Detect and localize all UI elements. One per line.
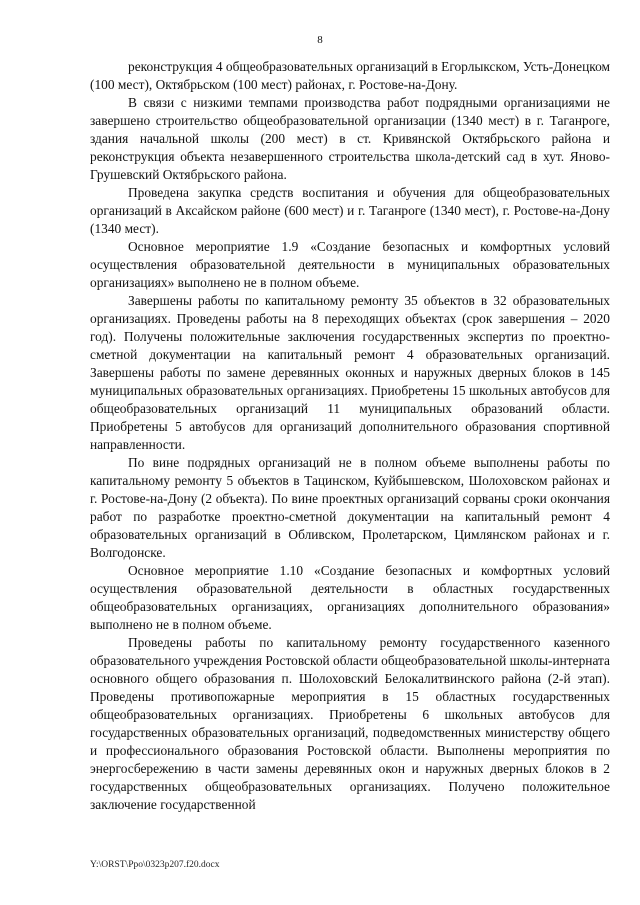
paragraph: Завершены работы по капитальному ремонту 35 объектов в 32 образовательных организациях. Проведены работы на 8 переходящих объектах (срок завершения – 2020 год). Получены положительные заключения государственных экспертиз по проектно-сметной документации на капитальный ремонт 4 образовательных организаций. Завершены работы по замене деревянных оконных и наружных дверных блоков в 145 муниципальных образовательных организациях. Приобретены 15 школьных автобусов для общеобразовательных организаций 11 муниципальных образований области. Приобретены 5 автобусов для организаций дополнительного образования спортивной направленности.: [90, 293, 610, 452]
paragraph: В связи с низкими темпами производства работ подрядными организациями не завершено строительство общеобразовательной организации (1340 мест) в г. Таганроге, здания начальной школы (200 мест) в ст. Кривянской Октябрьского района и реконструкция объекта незавершенного строительства школа-детский сад в хут. Яново-Грушевский Октябрьского района.: [90, 95, 610, 182]
paragraph: Основное мероприятие 1.10 «Создание безопасных и комфортных условий осуществления образовательной деятельности в областных государственных общеобразовательных организациях, организациях дополнительного образования» выполнено не в полном объеме.: [90, 563, 610, 632]
paragraph: реконструкция 4 общеобразовательных организаций в Егорлыкском, Усть-Донецком (100 мест), Октябрьском (100 мест) районах, г. Ростове-на-Дону.: [90, 59, 610, 92]
file-path-footer: Y:\ORST\Ppo\0323p207.f20.docx: [90, 860, 220, 870]
paragraph: Основное мероприятие 1.9 «Создание безопасных и комфортных условий осуществления образовательной деятельности в муниципальных образовательных организациях» выполнено не в полном объеме.: [90, 239, 610, 290]
document-body: [90, 58, 610, 814]
paragraph: Проведена закупка средств воспитания и обучения для общеобразовательных организаций в Аксайском районе (600 мест) и г. Таганроге (1340 мест), г. Ростове-на-Дону (1340 мест).: [90, 185, 610, 236]
page-number: 8: [317, 34, 323, 46]
paragraph: По вине подрядных организаций не в полном объеме выполнены работы по капитальному ремонту 5 объектов в Тацинском, Куйбышевском, Шолоховском районах и г. Ростове-на-Дону (2 объекта). По вине проектных организаций сорваны сроки окончания работ по разработке проектно-сметной документации на капитальный ремонт 4 образовательных организаций в Обливском, Пролетарском, Цимлянском районах и г. Волгодонске.: [90, 455, 610, 560]
paragraph: Проведены работы по капитальному ремонту государственного казенного образовательного учреждения Ростовской области общеобразовательной школы-интерната основного общего образования п. Шолоховский Белокалитвинского района (2-й этап). Проведены противопожарные мероприятия в 15 областных государственных общеобразовательных организациях. Приобретены 6 школьных автобусов для государственных образовательных организаций, подведомственных министерству общего и профессионального образования Ростовской области. Выполнены мероприятия по энергосбережению в части замены деревянных окон и наружных дверных блоков в 2 государственных общеобразовательных организациях. Получено положительное заключение государственной: [90, 635, 611, 812]
